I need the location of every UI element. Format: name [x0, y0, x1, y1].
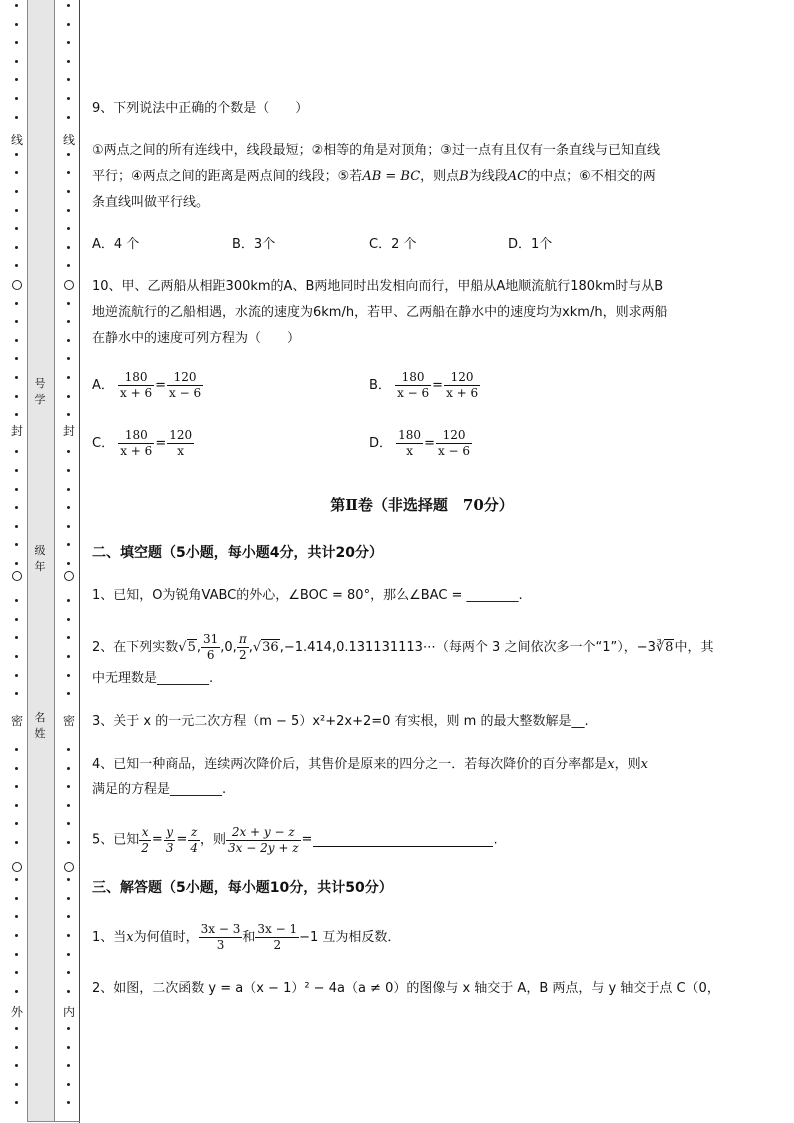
cut-line-dot: [15, 822, 18, 825]
cut-line-dot: [67, 246, 70, 249]
cut-line-dot: [15, 878, 18, 881]
fraction-3x-3-over-3: $\frac{3x - 3}{3}$: [200, 922, 241, 952]
q10-b-left-fraction: $\frac{180}{x - 6}$: [397, 370, 430, 400]
fill-q2-line-1: 2、在下列实数√5, $\frac{31}{6}$ ,0, $\frac{\pi}{2}$ ,√36,−1.414,0.131131113⋯（每两个 3 之间依次多一个“1”），−3∛8中，其: [92, 632, 714, 662]
cut-line-dot: [67, 153, 70, 156]
q9-line-3: 条直线叫做平行线。: [92, 195, 210, 210]
cut-line-dot: [67, 450, 70, 453]
margin-mark-feng-right: 封: [62, 424, 75, 438]
cut-line-dot: [67, 1101, 70, 1104]
cut-line-dot: [15, 1083, 18, 1086]
cut-line-dot: [67, 357, 70, 360]
cut-line-dot: [67, 488, 70, 491]
fill-q5: 5、已知 $\frac{x}{2}$ = $\frac{y}{3}$ = $\frac{z}{4}$ ，则 $\frac{2x + y - z}{3x - 2y + z}$ = .: [92, 824, 498, 855]
binding-inner-line: [79, 0, 80, 1123]
cut-line-dot: [67, 990, 70, 993]
cut-line-dot: [67, 171, 70, 174]
cut-line-dot: [67, 636, 70, 639]
cut-line-dot: [15, 190, 18, 193]
label-name: 名姓: [34, 711, 46, 740]
cut-line-dot: [67, 23, 70, 26]
cut-line-dot: [15, 153, 18, 156]
margin-circle-2: [12, 571, 22, 581]
cut-line-dot: [67, 674, 70, 677]
cut-line-dot: [15, 506, 18, 509]
solve-q1: 1、当x为何值时， $\frac{3x - 3}{3}$ 和 $\frac{3x - 1}{2}$ −1 互为相反数．: [92, 922, 401, 952]
cut-line-dot: [15, 655, 18, 658]
cut-line-dot: [67, 822, 70, 825]
cut-line-dot: [67, 376, 70, 379]
cut-line-dot: [15, 785, 18, 788]
label-grade: 级年: [34, 544, 46, 573]
fill-q3: 3、关于 x 的一元二次方程（m − 5）x²+2x+2=0 有实根，则 m 的最大整数解是__.: [92, 714, 589, 729]
cut-line-dot: [15, 1046, 18, 1049]
cut-line-dot: [15, 748, 18, 751]
cut-line-dot: [67, 897, 70, 900]
q9-stem: 9、下列说法中正确的个数是（ ）: [92, 101, 309, 116]
cut-line-dot: [67, 1046, 70, 1049]
cut-line-dot: [15, 1101, 18, 1104]
cut-line-dot: [15, 804, 18, 807]
q10-option-d[interactable]: D． $\frac{180}{x}$ = $\frac{120}{x - 6}$: [369, 428, 471, 458]
cut-line-dot: [67, 655, 70, 658]
fill-q4-line-2: 满足的方程是________.: [92, 782, 227, 797]
cut-line-dot: [15, 897, 18, 900]
cut-line-dot: [67, 302, 70, 305]
cut-line-dot: [15, 246, 18, 249]
cut-line-dot: [15, 618, 18, 621]
cut-line-dot: [67, 618, 70, 621]
cut-line-dot: [67, 190, 70, 193]
fraction-x-2: $\frac{x}{2}$: [141, 824, 149, 855]
cut-line-dot: [67, 953, 70, 956]
label-student-number: 号学: [34, 377, 46, 406]
cut-line-dot: [15, 209, 18, 212]
margin-mark-feng: 封: [10, 424, 23, 438]
cut-line-dot: [67, 413, 70, 416]
section-solve-title: 三、解答题（5小题，每小题10分，共计50分）: [92, 880, 393, 896]
cut-line-dot: [67, 395, 70, 398]
cut-line-dot: [15, 841, 18, 844]
fraction-pi-2: $\frac{\pi}{2}$: [238, 632, 247, 662]
cut-line-dot: [15, 376, 18, 379]
cut-line-dot: [15, 990, 18, 993]
q10-c-right-fraction: $\frac{120}{x}$: [169, 428, 193, 458]
solve-q2: 2、如图，二次函数 y = a（x − 1）² − 4a（a ≠ 0）的图像与 x 轴交于 A，B 两点，与 y 轴交于点 C（0，: [92, 981, 720, 996]
cut-line-dot: [15, 227, 18, 230]
cut-line-dot: [15, 488, 18, 491]
part-2-title: 第Ⅱ卷（非选择题 70分）: [330, 496, 514, 514]
cut-line-dot: [67, 116, 70, 119]
cut-line-dot: [67, 60, 70, 63]
cut-line-dot: [67, 767, 70, 770]
q10-d-left-fraction: $\frac{180}{x}$: [398, 428, 422, 458]
cut-line-dot: [67, 543, 70, 546]
fill-q2-line-2: 中无理数是________.: [92, 671, 214, 686]
cut-line-dot: [15, 97, 18, 100]
cut-line-dot: [15, 320, 18, 323]
cut-line-dot: [67, 748, 70, 751]
cut-line-dot: [15, 4, 18, 7]
fill-q1: 1、已知，O为锐角VABC的外心，∠BOC = 80°，那么∠BAC = ________.: [92, 588, 523, 603]
margin-mark-mi: 密: [10, 714, 23, 728]
cut-line-dot: [15, 692, 18, 695]
fill-q4-line-1: 4、已知一种商品，连续两次降价后，其售价是原来的四分之一．若每次降价的百分率都是x，则x: [92, 757, 648, 772]
cut-line-dot: [67, 4, 70, 7]
cut-line-dot: [67, 264, 70, 267]
cut-line-dot: [67, 97, 70, 100]
cut-line-dot: [15, 469, 18, 472]
q10-option-a[interactable]: A． $\frac{180}{x + 6}$ = $\frac{120}{x - 6}$: [92, 370, 202, 400]
q10-line-2: 地逆流航行的乙船相遇，水流的速度为6km/h，若甲、乙两船在静水中的速度均为xkm/h，则求两船: [92, 305, 668, 320]
margin-circle-3: [12, 862, 22, 872]
margin-mark-wai: 外: [10, 1005, 23, 1019]
cut-line-dot: [15, 934, 18, 937]
cut-line-dot: [15, 562, 18, 565]
cut-line-dot: [15, 915, 18, 918]
fraction-y-3: $\frac{y}{3}$: [165, 824, 174, 855]
margin-circle-right-1: [64, 280, 74, 290]
cut-line-dot: [15, 116, 18, 119]
cut-line-dot: [15, 767, 18, 770]
q9-option-b[interactable]: B．3个: [232, 237, 276, 252]
cut-line-dot: [15, 78, 18, 81]
cut-line-dot: [15, 302, 18, 305]
q10-b-right-fraction: $\frac{120}{x + 6}$: [446, 370, 479, 400]
answer-blank[interactable]: [313, 834, 493, 847]
q9-line-1: ①两点之间的所有连线中，线段最短；②相等的角是对顶角；③过一点有且仅有一条直线与已知直线: [92, 143, 660, 158]
q9-line-2: 平行；④两点之间的距离是两点间的线段；⑤若AB = BC，则点B为线段AC的中点；⑥不相交的两: [92, 169, 656, 184]
q10-a-right-fraction: $\frac{120}{x - 6}$: [169, 370, 202, 400]
cut-line-dot: [15, 543, 18, 546]
cut-line-dot: [15, 1027, 18, 1030]
cut-line-dot: [15, 971, 18, 974]
cut-line-dot: [15, 264, 18, 267]
cut-line-dot: [15, 395, 18, 398]
cut-line-dot: [67, 41, 70, 44]
cut-line-dot: [67, 599, 70, 602]
cut-line-dot: [67, 78, 70, 81]
cut-line-dot: [67, 971, 70, 974]
cut-line-dot: [15, 413, 18, 416]
cut-line-dot: [67, 227, 70, 230]
margin-circle-right-2: [64, 571, 74, 581]
cut-line-dot: [15, 599, 18, 602]
cut-line-dot: [15, 450, 18, 453]
dotted-cut-line-left: [12, 0, 22, 1123]
cut-line-dot: [15, 23, 18, 26]
margin-mark-mi-right: 密: [62, 714, 75, 728]
cut-line-dot: [67, 934, 70, 937]
q10-a-left-fraction: $\frac{180}{x + 6}$: [120, 370, 153, 400]
cut-line-dot: [15, 674, 18, 677]
cut-line-dot: [67, 804, 70, 807]
cut-line-dot: [15, 636, 18, 639]
margin-mark-xian-right: 线: [62, 133, 75, 147]
fraction-expression: $\frac{2x + y - z}{3x - 2y + z}$: [228, 824, 299, 855]
cut-line-dot: [67, 469, 70, 472]
cut-line-dot: [15, 339, 18, 342]
section-fill-in-title: 二、填空题（5小题，每小题4分，共计20分）: [92, 545, 383, 561]
q10-c-left-fraction: $\frac{180}{x + 6}$: [120, 428, 153, 458]
cut-line-dot: [67, 339, 70, 342]
cut-line-dot: [15, 41, 18, 44]
cut-line-dot: [67, 841, 70, 844]
q9-option-d[interactable]: D．1个: [508, 237, 553, 252]
cut-line-dot: [67, 506, 70, 509]
margin-circle-right-3: [64, 862, 74, 872]
q10-line-3: 在静水中的速度可列方程为（ ）: [92, 331, 301, 346]
q9-option-a[interactable]: A．4 个: [92, 237, 140, 252]
fraction-31-6: $\frac{31}{6}$: [203, 632, 219, 662]
q10-line-1: 10、甲、乙两船从相距300km的A、B两地同时出发相向而行，甲船从A地顺流航行180km时与从B: [92, 279, 664, 294]
cut-line-dot: [15, 60, 18, 63]
margin-circle-1: [12, 280, 22, 290]
cut-line-dot: [67, 692, 70, 695]
fraction-3x-1-over-2: $\frac{3x - 1}{2}$: [257, 922, 298, 952]
fraction-z-4: $\frac{z}{4}$: [190, 824, 199, 855]
margin-mark-nei: 内: [62, 1005, 75, 1019]
cut-line-dot: [67, 525, 70, 528]
cut-line-dot: [67, 1064, 70, 1067]
q10-option-b[interactable]: B． $\frac{180}{x - 6}$ = $\frac{120}{x + 6}$: [369, 370, 479, 400]
q9-option-c[interactable]: C．2 个: [369, 237, 417, 252]
cut-line-dot: [15, 357, 18, 360]
cut-line-dot: [67, 1027, 70, 1030]
q10-d-right-fraction: $\frac{120}{x - 6}$: [437, 428, 471, 458]
cut-line-dot: [15, 525, 18, 528]
margin-mark-xian: 线: [10, 133, 23, 147]
q9-eq-ab-bc: AB = BC: [362, 169, 421, 184]
cut-line-dot: [67, 209, 70, 212]
dotted-cut-line-right: [64, 0, 74, 1123]
cut-line-dot: [15, 171, 18, 174]
cut-line-dot: [67, 878, 70, 881]
cut-line-dot: [67, 562, 70, 565]
cut-line-dot: [67, 1083, 70, 1086]
cut-line-dot: [15, 1064, 18, 1067]
cut-line-dot: [67, 320, 70, 323]
cut-line-dot: [67, 785, 70, 788]
cut-line-dot: [15, 953, 18, 956]
q10-option-c[interactable]: C． $\frac{180}{x + 6}$ = $\frac{120}{x}$: [92, 428, 193, 458]
cut-line-dot: [67, 915, 70, 918]
